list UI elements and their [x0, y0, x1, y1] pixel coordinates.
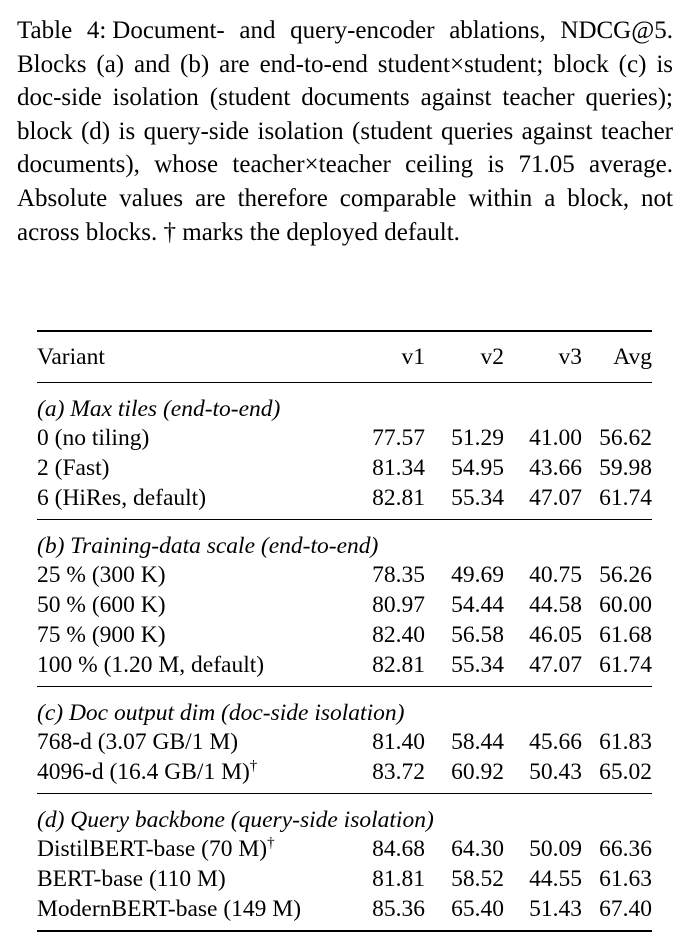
v1-cell: 81.34 [372, 454, 425, 481]
variant-label: ModernBERT-base (149 M) [37, 895, 302, 922]
v3-cell: 47.07 [529, 484, 582, 511]
table-row [37, 560, 652, 590]
table-caption [17, 14, 673, 249]
table-row [37, 423, 652, 453]
v2-cell: 58.44 [451, 728, 504, 755]
avg-cell: 67.40 [599, 895, 652, 922]
v1-cell: 81.81 [372, 865, 425, 892]
v2-cell: 65.40 [451, 895, 504, 922]
v1-cell: 82.81 [372, 484, 425, 511]
v3-cell: 40.75 [529, 561, 582, 588]
v3-cell: 50.09 [529, 835, 582, 862]
caption-label: Table 4: [17, 17, 107, 44]
table-row [37, 727, 652, 757]
block-title: (a) Max tiles (end-to-end) [37, 396, 281, 422]
variant-cell [37, 620, 350, 650]
v1-cell: 81.40 [372, 728, 425, 755]
v2-cell: 51.29 [451, 424, 504, 451]
avg-cell: 56.62 [599, 424, 652, 451]
v3-cell: 44.58 [529, 591, 582, 618]
avg-cell: 61.74 [599, 651, 652, 678]
default-dagger-mark: † [267, 834, 275, 851]
variant-cell [37, 483, 350, 520]
table-row [37, 650, 652, 687]
variant-label: 2 (Fast) [37, 454, 110, 481]
v1-cell: 80.97 [372, 591, 425, 618]
table-row [37, 620, 652, 650]
variant-cell [37, 757, 350, 794]
v2-cell: 60.92 [451, 758, 504, 785]
header-v1: v1 [350, 331, 425, 383]
variant-cell [37, 727, 350, 757]
v3-cell: 44.55 [529, 865, 582, 892]
avg-cell: 56.26 [599, 561, 652, 588]
avg-cell: 59.98 [599, 454, 652, 481]
ablation-table [37, 330, 652, 932]
v3-cell: 43.66 [529, 454, 582, 481]
table-header [37, 331, 652, 383]
v1-cell: 83.72 [372, 758, 425, 785]
header-avg: Avg [582, 331, 652, 383]
variant-cell [37, 453, 350, 483]
variant-label: 0 (no tiling) [37, 424, 150, 451]
v3-cell: 46.05 [529, 621, 582, 648]
table-row [37, 590, 652, 620]
default-dagger-mark: † [249, 757, 258, 774]
v1-cell: 82.40 [372, 621, 425, 648]
variant-label: 75 % (900 K) [37, 621, 166, 648]
v2-cell: 55.34 [451, 484, 504, 511]
v1-cell: 84.68 [372, 835, 425, 862]
variant-cell [37, 590, 350, 620]
block-title-row [37, 383, 652, 424]
header-v3: v3 [504, 331, 582, 383]
v1-cell: 82.81 [372, 651, 425, 678]
variant-label: 50 % (600 K) [37, 591, 166, 618]
table-block [37, 794, 652, 932]
block-title-row [37, 520, 652, 561]
v2-cell: 55.34 [451, 651, 504, 678]
caption-text: Document- and query-encoder ablations, NDCG@5. Blocks (a) and (b) are end-to-end student×student; block (c) is doc-side isolation (student documents against teacher queries); block (d) is query-side isolation (student queries against teacher documents), whose teacher×teacher ceiling is 71.05 average. Absolute values are therefore comparable within a block, not across blocks. † marks the deployed default. [17, 17, 673, 246]
avg-cell: 61.83 [599, 728, 652, 755]
v3-cell: 45.66 [529, 728, 582, 755]
variant-cell [37, 560, 350, 590]
variant-cell [37, 894, 350, 931]
v2-cell: 49.69 [451, 561, 504, 588]
variant-cell [37, 650, 350, 687]
v3-cell: 50.43 [529, 758, 582, 785]
variant-cell [37, 834, 350, 864]
v1-cell: 78.35 [372, 561, 425, 588]
table-row [37, 757, 652, 794]
avg-cell: 65.02 [599, 758, 652, 785]
v1-cell: 77.57 [372, 424, 425, 451]
v3-cell: 47.07 [529, 651, 582, 678]
header-row [37, 331, 652, 383]
ablation-table-container [37, 330, 652, 932]
avg-cell: 60.00 [599, 591, 652, 618]
table-row [37, 894, 652, 931]
v2-cell: 54.44 [451, 591, 504, 618]
variant-label: 4096-d (16.4 GB/1 M) [37, 758, 250, 785]
variant-label: 25 % (300 K) [37, 561, 166, 588]
variant-cell [37, 864, 350, 894]
header-v2: v2 [425, 331, 504, 383]
v3-cell: 41.00 [529, 424, 582, 451]
table-block [37, 520, 652, 687]
avg-cell: 61.68 [599, 621, 652, 648]
variant-label: 100 % (1.20 M, default) [37, 651, 265, 678]
v1-cell: 85.36 [372, 895, 425, 922]
variant-label: BERT-base (110 M) [37, 865, 226, 892]
v2-cell: 54.95 [451, 454, 504, 481]
variant-label: 768-d (3.07 GB/1 M) [37, 728, 239, 755]
v3-cell: 51.43 [529, 895, 582, 922]
table-block [37, 687, 652, 794]
block-title-row [37, 794, 652, 835]
v2-cell: 56.58 [451, 621, 504, 648]
table-block [37, 383, 652, 520]
block-title: (b) Training-data scale (end-to-end) [37, 533, 379, 559]
table-row [37, 834, 652, 864]
table-row [37, 864, 652, 894]
variant-cell [37, 423, 350, 453]
avg-cell: 66.36 [599, 835, 652, 862]
table-row [37, 453, 652, 483]
variant-label: 6 (HiRes, default) [37, 484, 207, 511]
avg-cell: 61.74 [599, 484, 652, 511]
variant-label: DistilBERT-base (70 M) [37, 835, 268, 862]
v2-cell: 58.52 [451, 865, 504, 892]
header-variant: Variant [37, 331, 350, 383]
avg-cell: 61.63 [599, 865, 652, 892]
block-title: (c) Doc output dim (doc-side isolation) [37, 700, 405, 726]
table-row [37, 483, 652, 520]
block-title: (d) Query backbone (query-side isolation) [37, 807, 434, 833]
v2-cell: 64.30 [451, 835, 504, 862]
block-title-row [37, 687, 652, 728]
